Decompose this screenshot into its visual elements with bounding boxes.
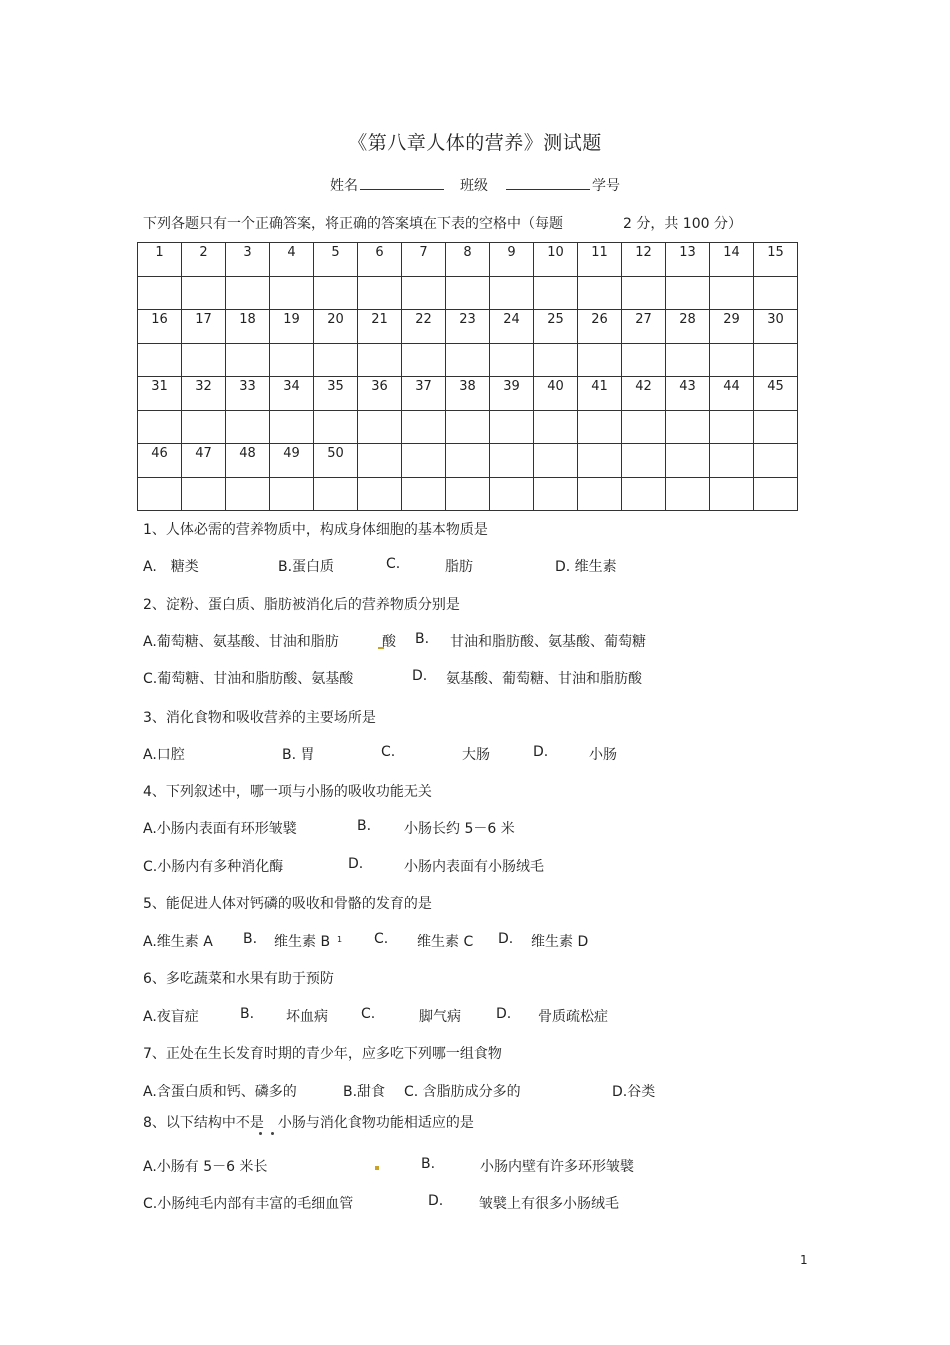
option: C. [386, 556, 401, 572]
page-title: 《第八章人体的营养》测试题 [348, 132, 602, 154]
answer-cell[interactable] [358, 344, 402, 377]
question-number-cell [446, 444, 490, 478]
question-5: 5、能促进人体对钙磷的吸收和骨骼的发育的是 [143, 896, 432, 912]
option: 维生素 C [417, 934, 474, 950]
option: B. [243, 931, 258, 947]
answer-cell[interactable] [446, 277, 490, 310]
table-row [138, 411, 798, 444]
question-number-cell [666, 444, 710, 478]
answer-cell[interactable] [710, 478, 754, 511]
answer-cell[interactable] [270, 344, 314, 377]
question-number-cell: 7 [402, 243, 446, 277]
answer-cell[interactable] [402, 478, 446, 511]
answer-cell[interactable] [578, 411, 622, 444]
option: 脚气病 [419, 1009, 461, 1025]
question-1: 1、人体必需的营养物质中，构成身体细胞的基本物质是 [143, 522, 488, 538]
answer-cell[interactable] [622, 478, 666, 511]
option: B.甜食 [343, 1084, 386, 1100]
question-number-cell: 32 [182, 377, 226, 411]
answer-cell[interactable] [138, 478, 182, 511]
question-number-cell: 48 [226, 444, 270, 478]
question-number-cell: 11 [578, 243, 622, 277]
answer-cell[interactable] [358, 478, 402, 511]
option: B. 胃 [282, 747, 315, 763]
question-6: 6、多吃蔬菜和水果有助于预防 [143, 971, 334, 987]
question-number-cell: 31 [138, 377, 182, 411]
class-label: 班级 [460, 178, 488, 194]
answer-cell[interactable] [446, 478, 490, 511]
question-number-cell: 20 [314, 310, 358, 344]
option: B. [240, 1006, 255, 1022]
option: A. 糖类 [143, 559, 199, 575]
question-number-cell: 30 [754, 310, 798, 344]
question-number-cell: 22 [402, 310, 446, 344]
question-number-cell: 10 [534, 243, 578, 277]
option: A.小肠有 5－6 米长 [143, 1159, 268, 1175]
option: A.含蛋白质和钙、磷多的 [143, 1084, 297, 1100]
question-number-cell: 8 [446, 243, 490, 277]
answer-cell[interactable] [666, 478, 710, 511]
answer-cell[interactable] [534, 478, 578, 511]
answer-cell[interactable] [622, 411, 666, 444]
question-number-cell: 47 [182, 444, 226, 478]
option: B.蛋白质 [278, 559, 335, 575]
option: D. 维生素 [555, 559, 617, 575]
option: 维生素 D [531, 934, 589, 950]
answer-cell[interactable] [754, 344, 798, 377]
question-number-cell: 14 [710, 243, 754, 277]
question-number-cell: 24 [490, 310, 534, 344]
question-number-cell: 50 [314, 444, 358, 478]
answer-cell[interactable] [490, 478, 534, 511]
question-number-cell: 21 [358, 310, 402, 344]
class-blank[interactable] [506, 175, 590, 190]
answer-cell[interactable] [666, 411, 710, 444]
answer-cell[interactable] [314, 411, 358, 444]
option: 小肠 [589, 747, 617, 763]
answer-cell[interactable] [314, 277, 358, 310]
table-row [138, 243, 798, 277]
question-number-cell: 39 [490, 377, 534, 411]
question-number-cell [490, 444, 534, 478]
question-number-cell: 16 [138, 310, 182, 344]
answer-cell[interactable] [182, 277, 226, 310]
question-number-cell: 2 [182, 243, 226, 277]
table-row [138, 377, 798, 411]
question-number-cell: 45 [754, 377, 798, 411]
answer-cell[interactable] [710, 344, 754, 377]
answer-cell[interactable] [226, 478, 270, 511]
option: 小肠内壁有许多环形皱襞 [480, 1159, 634, 1175]
answer-cell[interactable] [182, 478, 226, 511]
option: C.小肠内有多种消化酶 [143, 859, 284, 875]
answer-cell[interactable] [226, 344, 270, 377]
answer-cell[interactable] [754, 411, 798, 444]
subscript: 1 [337, 935, 343, 944]
name-label: 姓名 [330, 178, 358, 194]
answer-cell[interactable] [622, 344, 666, 377]
question-number-cell: 41 [578, 377, 622, 411]
page-number: 1 [800, 1253, 808, 1267]
question-number-cell: 35 [314, 377, 358, 411]
option: C.小肠纯毛内部有丰富的毛细血管 [143, 1196, 354, 1212]
option: D. [428, 1193, 444, 1209]
question-number-cell: 13 [666, 243, 710, 277]
option: 脂肪 [445, 559, 473, 575]
question-number-cell: 5 [314, 243, 358, 277]
answer-cell[interactable] [666, 344, 710, 377]
option: 小肠内表面有小肠绒毛 [404, 859, 544, 875]
table-row [138, 277, 798, 310]
question-3: 3、消化食物和吸收营养的主要场所是 [143, 710, 376, 726]
answer-cell[interactable] [182, 411, 226, 444]
option: D. [533, 744, 549, 760]
question-number-cell [622, 444, 666, 478]
option: B. [357, 818, 372, 834]
answer-cell[interactable] [402, 411, 446, 444]
answer-cell[interactable] [578, 344, 622, 377]
option: C. [374, 931, 389, 947]
answer-cell[interactable] [710, 411, 754, 444]
answer-cell[interactable] [402, 277, 446, 310]
question-7: 7、正处在生长发育时期的青少年，应多吃下列哪一组食物 [143, 1046, 502, 1062]
question-number-cell [578, 444, 622, 478]
question-number-cell: 46 [138, 444, 182, 478]
option: 酸 [382, 634, 396, 650]
question-number-cell: 6 [358, 243, 402, 277]
answer-cell[interactable] [314, 344, 358, 377]
question-number-cell: 9 [490, 243, 534, 277]
option: A.小肠内表面有环形皱襞 [143, 821, 297, 837]
question-number-cell: 19 [270, 310, 314, 344]
answer-cell[interactable] [358, 411, 402, 444]
ink-mark [375, 1166, 379, 1170]
question-number-cell: 28 [666, 310, 710, 344]
answer-cell[interactable] [358, 277, 402, 310]
option: B. [415, 631, 430, 647]
answer-cell[interactable] [534, 344, 578, 377]
question-number-cell: 25 [534, 310, 578, 344]
question-number-cell: 4 [270, 243, 314, 277]
question-number-cell: 33 [226, 377, 270, 411]
question-number-cell [710, 444, 754, 478]
question-number-cell: 27 [622, 310, 666, 344]
option: 骨质疏松症 [538, 1009, 608, 1025]
option: C. 含脂肪成分多的 [404, 1084, 521, 1100]
answer-cell[interactable] [490, 344, 534, 377]
option: D. [496, 1006, 512, 1022]
answer-table [137, 242, 798, 511]
question-number-cell: 17 [182, 310, 226, 344]
option: 小肠长约 5－6 米 [404, 821, 515, 837]
answer-cell[interactable] [226, 277, 270, 310]
option: D. [348, 856, 364, 872]
answer-cell[interactable] [270, 478, 314, 511]
question-number-cell: 1 [138, 243, 182, 277]
answer-cell[interactable] [666, 277, 710, 310]
question-number-cell: 3 [226, 243, 270, 277]
instruction-text: 下列各题只有一个正确答案，将正确的答案填在下表的空格中（每题 2 分，共 100 分） [143, 216, 742, 232]
question-number-cell: 36 [358, 377, 402, 411]
answer-cell[interactable] [754, 277, 798, 310]
question-number-cell: 40 [534, 377, 578, 411]
question-number-cell: 49 [270, 444, 314, 478]
option: A.口腔 [143, 747, 185, 763]
answer-cell[interactable] [226, 411, 270, 444]
answer-cell[interactable] [138, 411, 182, 444]
answer-cell[interactable] [578, 277, 622, 310]
question-number-cell: 43 [666, 377, 710, 411]
question-4: 4、下列叙述中，哪一项与小肠的吸收功能无关 [143, 784, 432, 800]
answer-cell[interactable] [622, 277, 666, 310]
answer-cell[interactable] [490, 277, 534, 310]
question-number-cell [754, 444, 798, 478]
answer-cell[interactable] [402, 344, 446, 377]
question-number-cell: 44 [710, 377, 754, 411]
emphasis-dot [259, 1132, 262, 1135]
table-row [138, 344, 798, 377]
option: A.维生素 A [143, 934, 213, 950]
answer-cell[interactable] [754, 478, 798, 511]
question-number-cell [402, 444, 446, 478]
name-blank[interactable] [360, 175, 444, 190]
question-number-cell: 29 [710, 310, 754, 344]
question-number-cell: 15 [754, 243, 798, 277]
option: 维生素 B [274, 934, 331, 950]
answer-cell[interactable] [182, 344, 226, 377]
answer-cell[interactable] [270, 411, 314, 444]
table-row [138, 444, 798, 478]
answer-cell[interactable] [534, 411, 578, 444]
option: 大肠 [462, 747, 490, 763]
table-row [138, 310, 798, 344]
answer-cell[interactable] [138, 344, 182, 377]
option: A.葡萄糖、氨基酸、甘油和脂肪 [143, 634, 339, 650]
question-number-cell: 34 [270, 377, 314, 411]
question-2: 2、淀粉、蛋白质、脂肪被消化后的营养物质分别是 [143, 597, 460, 613]
option: 甘油和脂肪酸、氨基酸、葡萄糖 [450, 634, 646, 650]
id-label: 学号 [592, 178, 620, 194]
answer-cell[interactable] [578, 478, 622, 511]
question-8: 8、以下结构中不是 小肠与消化食物功能相适应的是 [143, 1115, 474, 1131]
option: A.夜盲症 [143, 1009, 199, 1025]
answer-cell[interactable] [270, 277, 314, 310]
student-info-line [330, 175, 620, 195]
option: C.葡萄糖、甘油和脂肪酸、氨基酸 [143, 671, 354, 687]
option: C. [361, 1006, 376, 1022]
option: 坏血病 [286, 1009, 328, 1025]
question-number-cell: 18 [226, 310, 270, 344]
question-number-cell: 42 [622, 377, 666, 411]
answer-cell[interactable] [446, 411, 490, 444]
question-number-cell: 26 [578, 310, 622, 344]
answer-cell[interactable] [314, 478, 358, 511]
table-row [138, 478, 798, 511]
answer-cell[interactable] [446, 344, 490, 377]
answer-cell[interactable] [138, 277, 182, 310]
question-number-cell [358, 444, 402, 478]
option: C. [381, 744, 396, 760]
option: D. [412, 668, 428, 684]
option: 皱襞上有很多小肠绒毛 [479, 1196, 619, 1212]
question-number-cell: 37 [402, 377, 446, 411]
question-number-cell: 38 [446, 377, 490, 411]
option: D. [498, 931, 514, 947]
answer-cell[interactable] [710, 277, 754, 310]
question-number-cell: 12 [622, 243, 666, 277]
answer-cell[interactable] [490, 411, 534, 444]
question-number-cell [534, 444, 578, 478]
question-number-cell: 23 [446, 310, 490, 344]
option: D.谷类 [612, 1084, 656, 1100]
answer-cell[interactable] [534, 277, 578, 310]
option: B. [421, 1156, 436, 1172]
option: 氨基酸、葡萄糖、甘油和脂肪酸 [446, 671, 642, 687]
emphasis-dot [271, 1132, 274, 1135]
